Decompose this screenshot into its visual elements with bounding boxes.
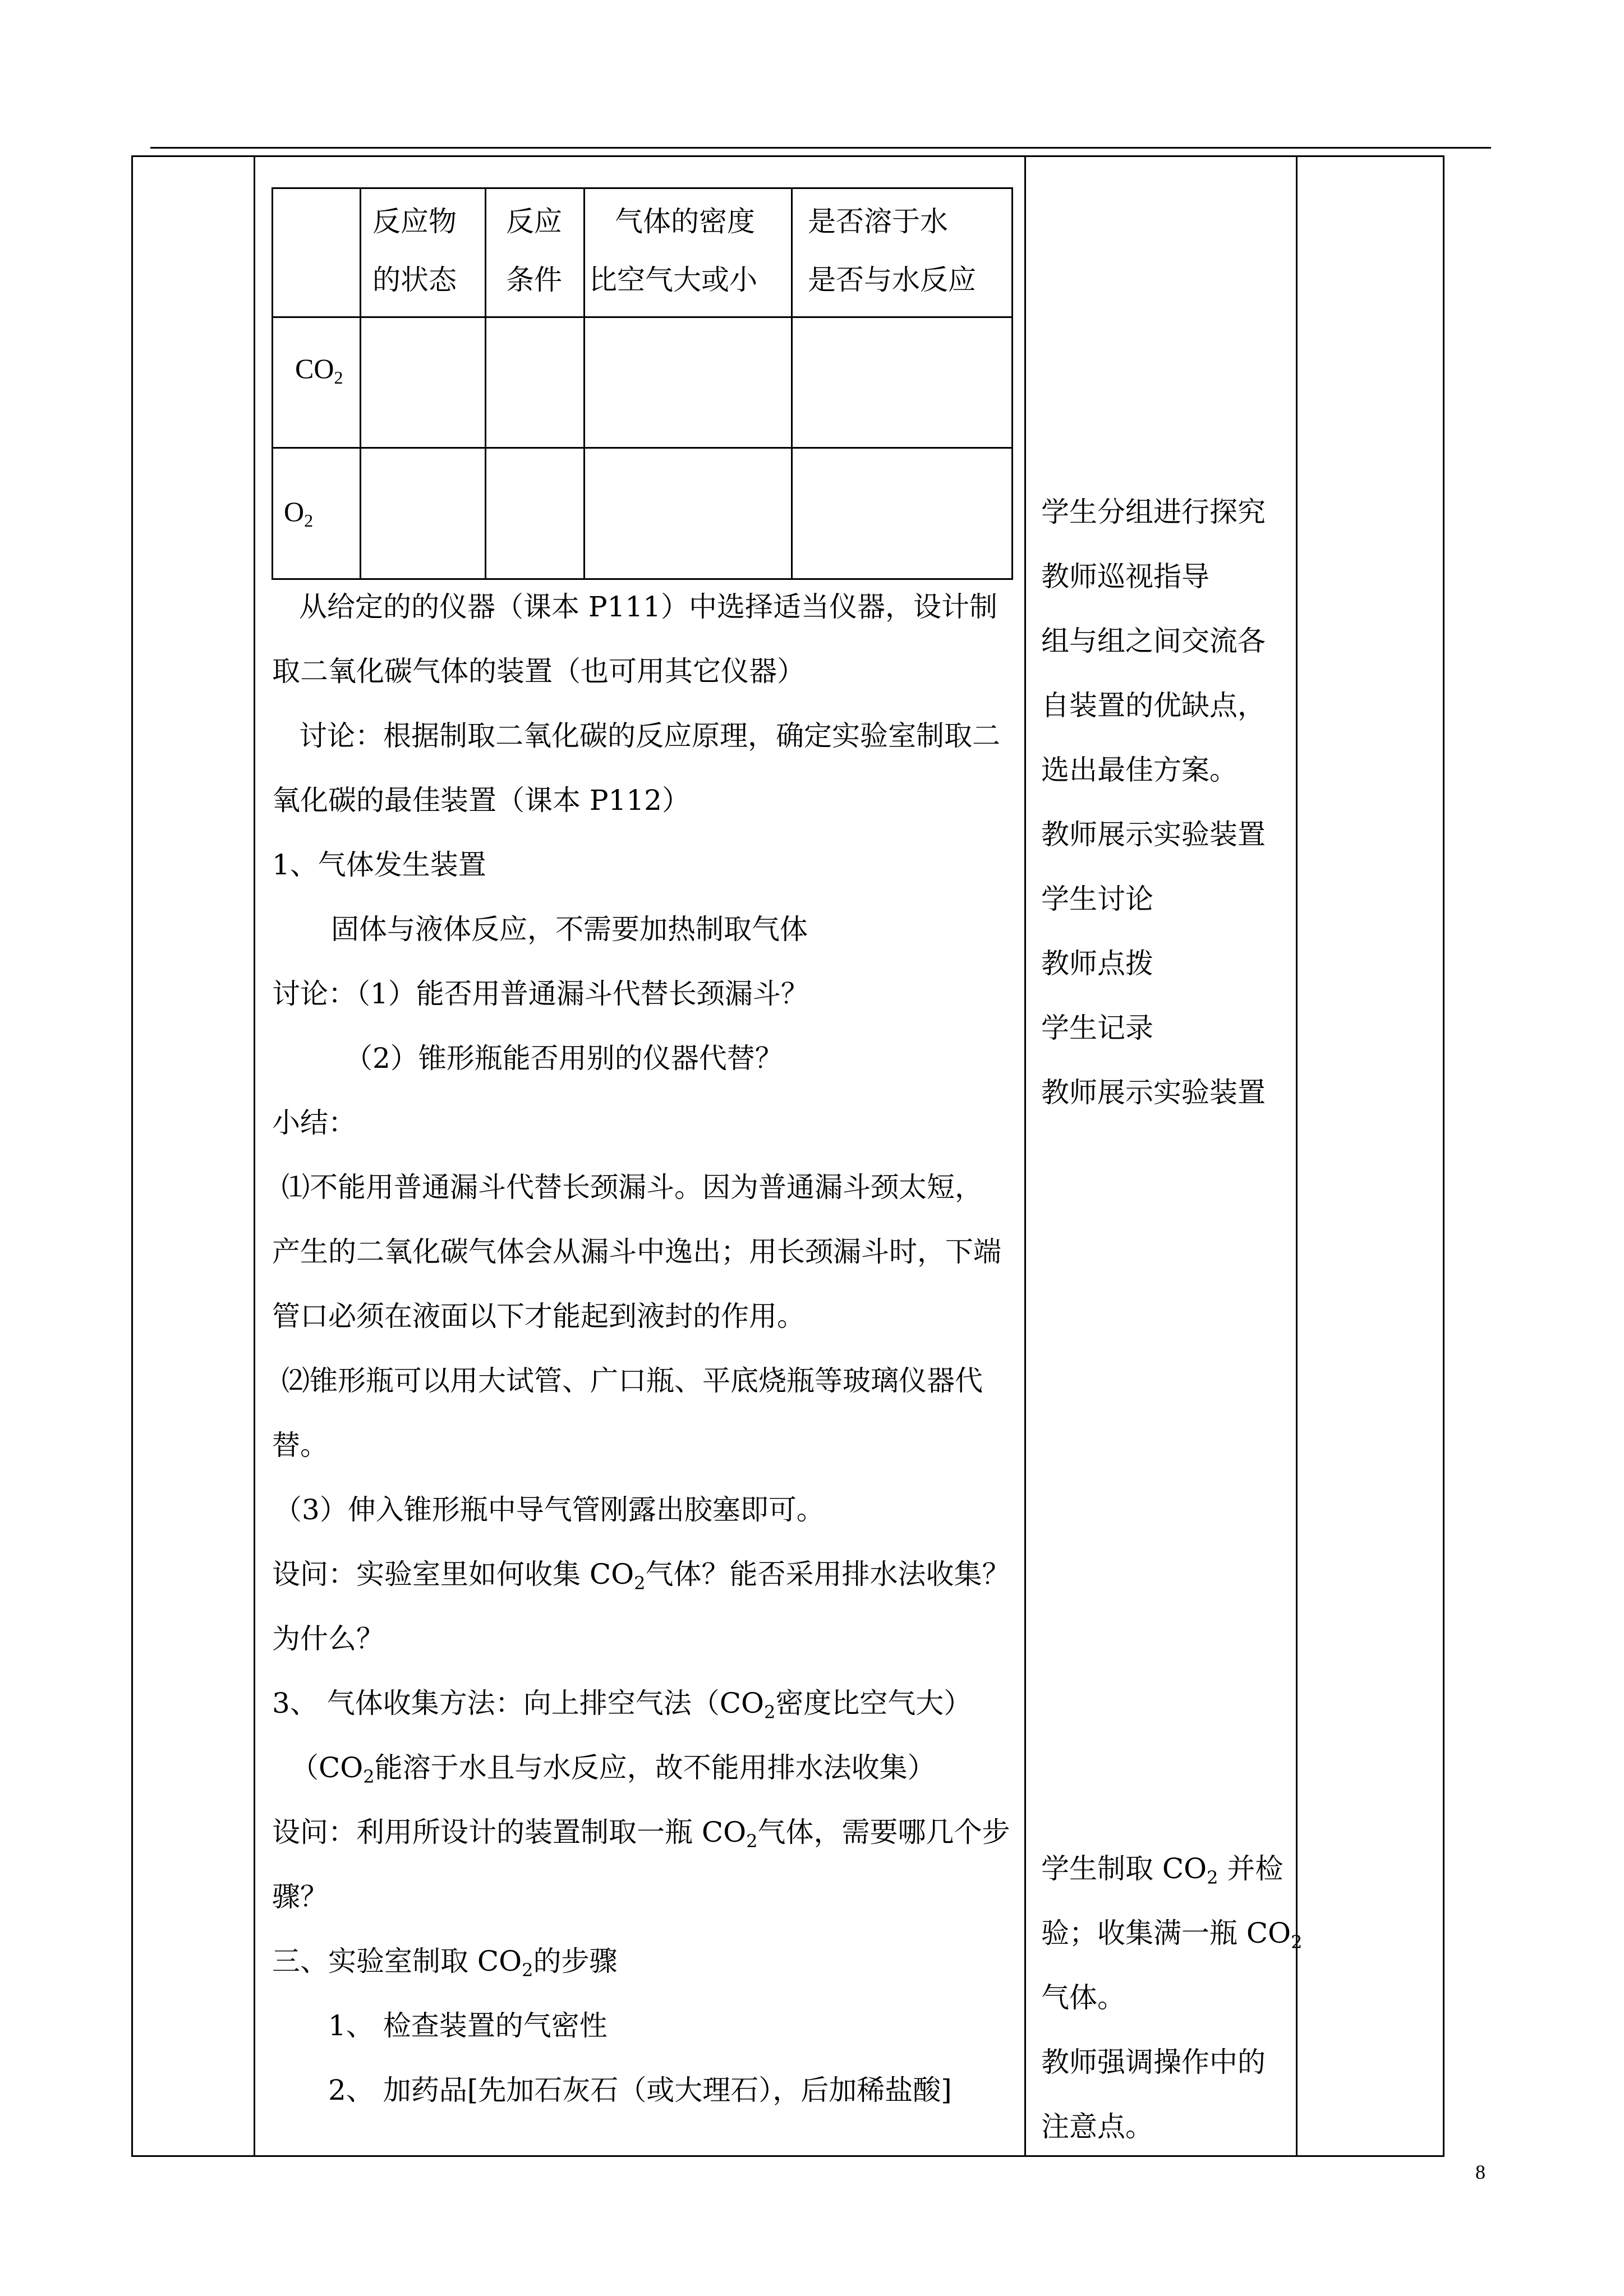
question-collect-line1: [272, 1557, 1010, 1594]
header-density-line2: 比空气大或小: [589, 264, 757, 296]
question-steps-line2: 骤？: [272, 1880, 328, 1913]
side-line-6: 教师展示实验装置: [1041, 818, 1266, 851]
side-bottom-1: [1041, 1852, 1283, 1888]
side-bottom-3: 气体。: [1041, 1981, 1125, 2014]
row-label-o2-visible: [284, 495, 314, 531]
inner-col-line-4: [791, 187, 793, 580]
inner-col-line-3: [583, 187, 585, 580]
heading-lab-steps-sub: 2: [522, 1960, 533, 1981]
para-select-apparatus-2: 取二氧化碳气体的装置（也可用其它仪器）: [272, 655, 805, 688]
inner-col-line-0: [272, 187, 273, 580]
summary-1-line2: 产生的二氧化碳气体会从漏斗中逸出；用长颈漏斗时，下端: [272, 1235, 1001, 1268]
para-solid-liquid: 固体与液体反应，不需要加热制取气体: [331, 913, 808, 946]
side-bottom-2-sub: 2: [1291, 1931, 1303, 1953]
question-steps-sub: 2: [746, 1831, 758, 1852]
note-collection-reason: [291, 1751, 936, 1785]
comparison-table: [272, 187, 1013, 580]
heading-collection-pre: 3、 气体收集方法：向上排空气法（CO: [272, 1687, 764, 1719]
row-label-o2-sub: 2: [304, 510, 314, 531]
heading-collection-method: [272, 1686, 972, 1723]
table-border-bottom: [131, 2155, 1444, 2157]
side-bottom-1-pre: 学生制取 CO: [1041, 1852, 1207, 1885]
para-discussion-q2: （2）锥形瓶能否用别的仪器代替？: [344, 1042, 783, 1075]
side-line-4: 自装置的优缺点，: [1041, 689, 1266, 722]
heading-collection-post: 密度比空气大）: [775, 1687, 972, 1719]
page-number: 8: [1475, 2161, 1485, 2183]
table-border-right: [1443, 155, 1444, 2157]
side-line-10: 教师展示实验装置: [1041, 1076, 1266, 1109]
summary-label: 小结：: [272, 1106, 356, 1139]
table-border-left: [131, 155, 133, 2157]
table-border-top: [131, 155, 1444, 157]
inner-col-line-5: [1011, 187, 1013, 580]
row-label-co2-text: CO: [295, 353, 334, 384]
summary-2-line2: 替。: [272, 1429, 328, 1461]
inner-row-line-1: [272, 316, 1013, 318]
question-collect-sub: 2: [634, 1573, 646, 1594]
inner-border-bottom: [272, 578, 1013, 580]
side-line-7: 学生讨论: [1041, 883, 1153, 915]
side-line-1: 学生分组进行探究: [1041, 496, 1266, 528]
header-reactant-state-line1: 反应物: [372, 205, 457, 238]
question-steps-line1: [272, 1815, 1010, 1852]
summary-1-line3: 管口必须在液面以下才能起到液封的作用。: [272, 1300, 805, 1333]
header-reactant-state-line2: 的状态: [372, 264, 457, 296]
heading-collection-sub: 2: [763, 1702, 776, 1723]
header-reaction-condition-line1: 反应: [506, 205, 562, 238]
side-line-8: 教师点拨: [1041, 947, 1153, 980]
summary-1-line1: ⑴不能用普通漏斗代替长颈漏斗。因为普通漏斗颈太短，: [282, 1171, 983, 1204]
note-collection-sub: 2: [363, 1766, 375, 1787]
para-discussion-q1: 讨论：（1）能否用普通漏斗代替长颈漏斗？: [272, 978, 809, 1010]
heading-lab-steps-post: 的步骤: [533, 1945, 618, 1977]
inner-col-line-1: [360, 187, 361, 580]
side-bottom-1-post: 并检: [1218, 1852, 1283, 1885]
step-1: 1、 检查装置的气密性: [328, 2009, 608, 2042]
para-select-apparatus-1: 从给定的的仪器（课本 P111）中选择适当仪器，设计制: [299, 591, 997, 623]
para-discussion-2: 氧化碳的最佳装置（课本 P112）: [272, 784, 690, 817]
note-collection-pre: （CO: [291, 1751, 364, 1784]
side-line-5: 选出最佳方案。: [1041, 754, 1237, 786]
question-collect-post: 气体？能否采用排水法收集？: [645, 1558, 1010, 1590]
step-2: 2、 加药品[先加石灰石（或大理石），后加稀盐酸]: [328, 2074, 952, 2106]
question-collect-line2: 为什么？: [272, 1622, 384, 1655]
side-bottom-4: 教师强调操作中的: [1041, 2046, 1266, 2078]
side-bottom-2-pre: 验；收集满一瓶 CO: [1041, 1917, 1291, 1949]
question-collect-pre: 设问：实验室里如何收集 CO: [272, 1558, 634, 1590]
side-line-2: 教师巡视指导: [1041, 560, 1209, 593]
row-label-co2-sub: 2: [334, 367, 343, 388]
inner-border-top: [272, 187, 1013, 189]
side-bottom-1-sub: 2: [1207, 1867, 1218, 1888]
inner-col-line-2: [485, 187, 486, 580]
header-rule: [150, 147, 1491, 149]
header-reaction-condition-line2: 条件: [506, 264, 562, 296]
inner-row-line-2: [272, 447, 1013, 449]
side-bottom-2: [1041, 1916, 1303, 1953]
table-divider-1: [254, 155, 255, 2157]
heading-lab-steps: [272, 1944, 618, 1981]
row-label-o2-text: O: [284, 496, 305, 527]
side-line-3: 组与组之间交流各: [1041, 625, 1266, 657]
side-line-9: 学生记录: [1041, 1012, 1153, 1044]
table-divider-2: [1024, 155, 1026, 2157]
header-density-line1: 气体的密度: [615, 205, 755, 238]
para-discussion-1: 讨论：根据制取二氧化碳的反应原理，确定实验室制取二: [299, 720, 1000, 752]
summary-3: （3）伸入锥形瓶中导气管刚露出胶塞即可。: [274, 1493, 825, 1526]
side-bottom-5: 注意点。: [1041, 2110, 1153, 2143]
row-label-co2: [295, 352, 343, 388]
table-divider-3: [1296, 155, 1298, 2157]
note-collection-post: 能溶于水且与水反应，故不能用排水法收集）: [374, 1751, 936, 1784]
heading-gas-generation: 1、气体发生装置: [272, 849, 486, 881]
summary-2-line1: ⑵锥形瓶可以用大试管、广口瓶、平底烧瓶等玻璃仪器代: [282, 1364, 983, 1397]
heading-lab-steps-pre: 三、实验室制取 CO: [272, 1945, 522, 1977]
question-steps-pre: 设问：利用所设计的装置制取一瓶 CO: [272, 1816, 747, 1848]
question-steps-post: 气体，需要哪几个步: [757, 1816, 1010, 1848]
header-solubility-line1: 是否溶于水: [808, 205, 948, 238]
header-solubility-line2: 是否与水反应: [808, 264, 976, 296]
